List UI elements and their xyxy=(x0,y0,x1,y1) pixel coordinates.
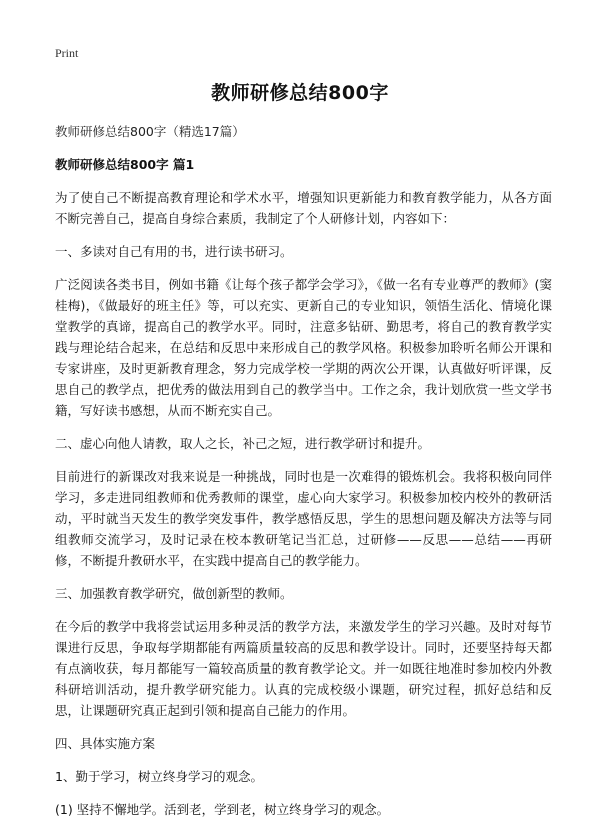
section-heading-1: 一、多读对自己有用的书，进行读书研习。 xyxy=(55,244,293,259)
paragraph-intro: 为了使自己不断提高教育理论和学术水平，增强知识更新能力和教育教学能力，从各方面不断完善自己，提高自身综合素质，我制定了个人研修计划，内容如下： xyxy=(55,190,552,226)
article-heading: 教师研修总结800字 篇1 xyxy=(55,157,195,172)
print-link[interactable]: Print xyxy=(55,46,79,60)
section-heading-3: 三、加强教育教学研究，做创新型的教师。 xyxy=(55,586,293,601)
section-heading-4: 四、具体实施方案 xyxy=(55,736,156,751)
section-heading-2: 二、虚心向他人请教，取人之长，补己之短，进行教学研讨和提升。 xyxy=(55,436,431,451)
document-title: 教师研修总结800字 xyxy=(211,82,389,104)
document-body xyxy=(55,121,552,832)
paragraph-learning: 目前进行的新课改对我来说是一种挑战，同时也是一次难得的锻炼机会。我将积极向同伴学习，多走进同组教师和优秀教师的课堂，虚心向大家学习。积极参加校内校外的教研活动，平时就当天发生的教学突发事件，教学感悟反思，学生的思想问题及解决方法等与同组教师交流学习，及时记录在校本教研笔记当汇总，过研修——反思——总结——再研修，不断提升教研水平，在实践中提高自己的教学能力。 xyxy=(55,469,552,568)
list-item-1-1: (1) 坚持不懈地学。活到老，学到老，树立终身学习的观念。 xyxy=(55,802,390,817)
paragraph-reading: 广泛阅读各类书目，例如书籍《让每个孩子都学会学习》，《做一名有专业尊严的教师》(窦桂梅)，《做最好的班主任》等，可以充实、更新自己的专业知识，领悟生活化、情境化课堂教学的真谛，提高自己的教学水平。同时，注意多钻研、勤思考，将自己的教育教学实践与理论结合起来，在总结和反思中来形成自己的教学风格。积极参加聆听名师公开课和专家讲座，及时更新教育理念，努力完成学校一学期的两次公开课，认真做好听评课，反思自己的教学点，把优秀的做法用到自己的教学当中。工作之余，我计划欣赏一些文学书籍，写好读书感想，从而不断充实自己。 xyxy=(55,277,552,418)
document-subtitle: 教师研修总结800字（精选17篇） xyxy=(55,124,245,139)
list-item-1: 1、勤于学习，树立终身学习的观念。 xyxy=(55,769,263,784)
paragraph-research: 在今后的教学中我将尝试运用多种灵活的教学方法，来激发学生的学习兴趣。及时对每节课进行反思，争取每学期都能有两篇质量较高的反思和教学设计。同时，还要坚持每天都有点滴收获，每月都能写一篇较高质量的教育教学论文。并一如既往地准时参加校内外教科研培训活动，提升教学研究能力。认真的完成校级小课题，研究过程，抓好总结和反思，让课题研究真正起到引领和提高自己能力的作用。 xyxy=(55,619,552,718)
